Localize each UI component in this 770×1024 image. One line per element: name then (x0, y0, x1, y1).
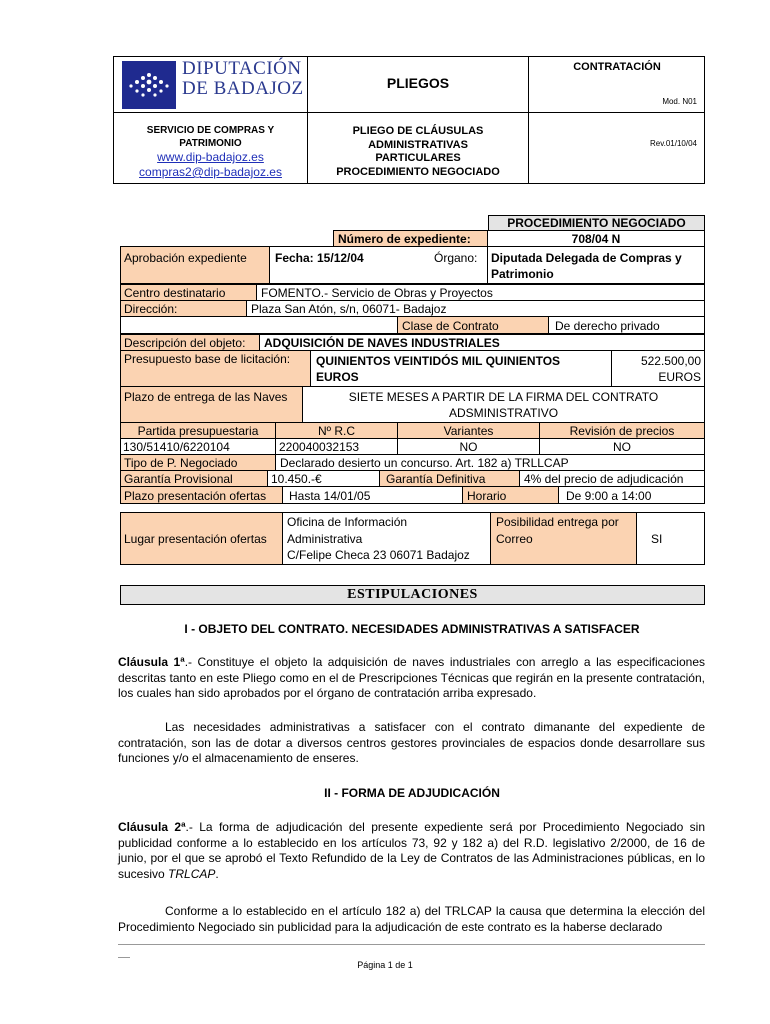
empty-cell (120, 316, 398, 334)
logo-line-1: DIPUTACIÓN (182, 58, 302, 79)
email-link[interactable]: compras2@dip-badajoz.es (139, 165, 282, 179)
horario-label: Horario (467, 489, 507, 503)
document-title (308, 125, 528, 179)
variantes-value: NO (459, 440, 478, 454)
section-1-heading: I - OBJETO DEL CONTRATO. NECESIDADES ADMINISTRATIVAS A SATISFACER (184, 622, 640, 636)
plazopres-label: Plazo presentación ofertas (124, 489, 267, 503)
organo-label: Órgano: (434, 251, 478, 265)
clase-label: Clase de Contrato (402, 319, 499, 333)
header-divider (528, 57, 529, 183)
centro-label: Centro destinatario (124, 286, 226, 300)
mod-label: Mod. N01 (662, 97, 697, 106)
pliegos-title: PLIEGOS (386, 75, 450, 91)
num-exp-value: 708/04 N (571, 232, 621, 246)
plazo-line-1: SIETE MESES A PARTIR DE LA FIRMA DEL CONTRATO (348, 390, 659, 404)
posib-value: SI (651, 532, 663, 546)
header-divider (114, 112, 704, 113)
organo-line-1: Diputada Delegada de Compras y (491, 251, 682, 265)
partida-label: Partida presupuestaria (137, 424, 259, 438)
presu-label: Presupuesto base de licitación: (124, 352, 291, 366)
gardef-value: 4% del precio de adjudicación (524, 472, 684, 486)
revision-value: NO (613, 440, 631, 454)
garprov-label: Garantía Provisional (124, 472, 233, 486)
desc-value: ADQUISICIÓN DE NAVES INDUSTRIALES (264, 336, 500, 350)
title-line-1: PLIEGO DE CLÁUSULAS ADMINISTRATIVAS (352, 125, 484, 151)
clausula-1-label: Cláusula 1ª (118, 655, 185, 669)
service-line-2: PATRIMONIO (179, 138, 242, 149)
fecha-value: Fecha: 15/12/04 (275, 251, 364, 265)
service-name (114, 124, 307, 180)
clausula-2 (118, 820, 705, 882)
clausula-1 (118, 655, 705, 702)
tipo-value: Declarado desierto un concurso. Art. 182 a) TRLLCAP (280, 456, 569, 470)
lugar-line-2: Administrativa (287, 532, 363, 546)
logo-text (182, 59, 304, 99)
posib-line-1: Posibilidad entrega por (496, 515, 619, 529)
rc-value: 220040032153 (279, 440, 360, 454)
gardef-label: Garantía Definitiva (386, 472, 486, 486)
lugar-line-3: C/Felipe Checa 23 06071 Badajoz (287, 548, 470, 562)
partida-value: 130/51410/6220104 (123, 440, 230, 454)
tipo-label: Tipo de P. Negociado (124, 456, 238, 470)
garprov-value: 10.450.-€ (271, 472, 322, 486)
revision-label: Revisión de precios (569, 424, 675, 438)
clausula-2-end: . (215, 866, 219, 881)
paragraph-necesidades: Las necesidades administrativas a satisfacer con el contrato dimanante del expediente de contratación, son las de dotar a diversos centros gestores provinciales de espacios donde desarrollare sus funciones y/o el almacenamiento de enseres. (118, 720, 705, 765)
trlcap-term: TRLCAP (168, 866, 216, 881)
clausula-2-label: Cláusula 2ª (118, 820, 186, 834)
plazo-label: Plazo de entrega de las Naves (124, 390, 288, 404)
estipulaciones-banner: ESTIPULACIONES (120, 585, 705, 605)
title-line-3: PROCEDIMIENTO NEGOCIADO (336, 165, 500, 178)
presu-text-line-1: QUINIENTOS VEINTIDÓS MIL QUINIENTOS (316, 354, 561, 368)
direccion-label: Dirección: (124, 302, 178, 316)
aprob-label: Aprobación expediente (124, 251, 247, 265)
desc-label: Descripción del objeto: (124, 336, 246, 350)
logo-emblem-icon (122, 61, 176, 109)
presu-text-line-2: EUROS (316, 370, 359, 384)
page-number: Página 1 de 1 (357, 960, 413, 970)
clase-value: De derecho privado (555, 319, 660, 333)
posib-line-2: Correo (496, 532, 533, 546)
footer-divider (118, 944, 705, 945)
web-link[interactable]: www.dip-badajoz.es (157, 150, 264, 164)
direccion-value: Plaza San Atón, s/n, 06071- Badajoz (251, 302, 447, 316)
service-line-1: SERVICIO DE COMPRAS Y (146, 125, 275, 136)
posib-value-cell (636, 512, 705, 565)
lugar-label: Lugar presentación ofertas (124, 532, 267, 546)
header-table (113, 56, 705, 184)
horario-value: De 9:00 a 14:00 (566, 489, 652, 503)
presu-num-line-1: 522.500,00 (640, 354, 701, 368)
centro-value: FOMENTO.- Servicio de Obras y Proyectos (261, 286, 493, 300)
variantes-label: Variantes (443, 424, 494, 438)
proc-header: PROCEDIMIENTO NEGOCIADO (507, 216, 686, 230)
diputacion-logo-icon (122, 61, 176, 109)
logo-line-2: DE BADAJOZ (182, 78, 304, 99)
organo-line-2: Patrimonio (491, 267, 554, 281)
plazopres-value: Hasta 14/01/05 (289, 489, 371, 503)
footer-divider-short (118, 957, 130, 958)
clausula-2-text: .- La forma de adjudicación del presente expediente será por Procedimiento Negociado sin publicidad conforme a lo establecido en los artículos 73, 92 y 182 a) del R.D. legislativo 2/2000, de 16 de junio, por el que se aprobó el Texto Refundido de la Ley de Contratos de las Administraciones públicas, en lo sucesivo (118, 820, 705, 881)
plazo-line-2: ADSMINISTRATIVO (448, 406, 559, 420)
title-line-2: PARTICULARES (375, 152, 461, 164)
paragraph-conforme: Conforme a lo establecido en el artículo 182 a) del TRLCAP la causa que determina la elección del Procedimiento Negociado sin publicidad para la adjudicación de este contrato es la haberse declarado (118, 904, 705, 934)
rc-label: Nº R.C (317, 424, 356, 438)
revision-label: Rev.01/10/04 (650, 139, 697, 148)
num-exp-label: Número de expediente: (338, 232, 471, 246)
lugar-line-1: Oficina de Información (287, 515, 408, 529)
presu-num-line-2: EUROS (658, 370, 701, 384)
clausula-1-text: .- Constituye el objeto la adquisición de naves industriales con arreglo a las especificaciones descritas tanto en este Pliego como en el de Prescripciones Técnicas que regirán en la presente contratación, los cuales han sido aprobados por el órgano de contratación arriba expresado. (118, 655, 705, 700)
section-2-heading: II - FORMA DE ADJUDICACIÓN (324, 786, 500, 800)
contratacion-label: CONTRATACIÓN (573, 61, 661, 73)
